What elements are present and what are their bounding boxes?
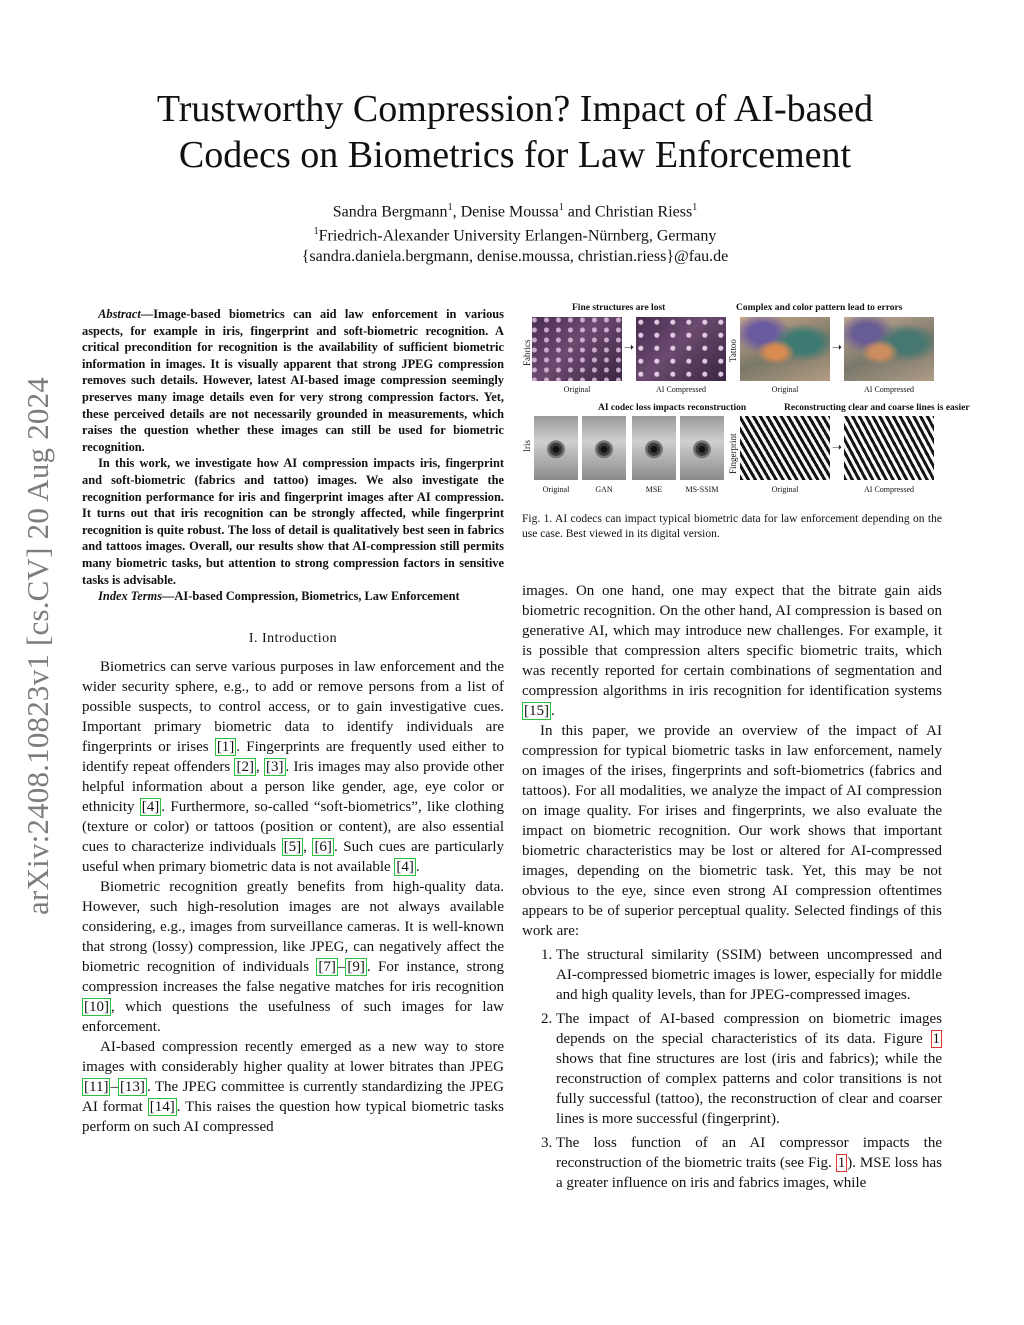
citation-link[interactable]: [15] [524,703,549,719]
t: . [551,703,555,719]
t: The impact of AI-based compression on biometric images depends on the special characteristics of its data. Figure [556,1011,942,1047]
index-terms-label: Index Terms [98,589,163,604]
fabrics-compressed-image [636,317,726,381]
abstract-text-1: —Image-based biometrics can aid law enforcement in various aspects, for example in iris, fingerprint and soft-biometric recognition. A critical precondition for recognition is the availability of sufficient biometric information in images. It is visually apparent that strong JPEG compression removes such details. However, latest AI-based image compression seemingly preserves many image details even for very strong compression factors. Yet, these perceived details are not necessarily grounded in measurements, which raises the question whether these images can still be used for biometric recognition. [82,307,504,454]
author-1: Sandra Bergmann [332,203,448,221]
email-line: {sandra.daniela.bergmann, denise.moussa, christian.riess}@fau.de [301,248,729,265]
figure-label: GAN [595,485,613,494]
citation-link[interactable]: [1] [216,738,235,755]
t: , [255,758,265,775]
citation-link[interactable]: [4] [396,858,414,875]
right-paragraph-2: In this paper, we provide an overview of the impact of AI compression for typical biometric tasks in law enforcement, namely on images of the irises, fingerprints and soft-biometrics (fabrics and tattoos). For all modalities, we analyze the impact of AI compression on image quality. For irises and fingerprints, we also evaluate the impact on biometric recognition. Our work shows that important biometric characteristics may be lost or altered for AI-compressed images, depending on the biometric task. Yet, this may be not obvious to the eye, since even strong AI compression oftentimes appears to be of superior perceptual quality. Selected findings of this work are: [522,723,942,939]
t: . For instance, strong compression increases the false negative matches for iris recognition [82,958,504,995]
figure-label: MSE [645,485,663,494]
t: shows that fine structures are lost (iris and fabrics); while the reconstruction of complex patterns and color transitions is not fully successful (tattoo), the reconstruction of clear and coarser lines is more successful (fingerprint). [556,1051,942,1127]
citation-link[interactable]: [2] [236,758,254,775]
finding-item [556,1133,942,1193]
t: . Fingerprints are frequently used either to identify repeat offenders [82,738,504,775]
affiliation-text: Friedrich-Alexander University Erlangen-Nürnberg, Germany [318,227,717,245]
figure-label: Original [771,385,799,394]
figure-row-label-iris: Iris [522,440,532,452]
affil-sup: 1 [313,226,319,237]
t: Biometric recognition greatly benefits from high-quality data. However, such high-resolution images are not always available considering, e.g., images from surveillance cameras. It is well-known that strong (lossy) compression, like JPEG, can negatively affect the biometric recognition of individuals [82,878,504,975]
figure-label: MS-SSIM [685,485,719,494]
citation-link[interactable]: [7] [318,958,336,975]
t: – [337,958,346,975]
sep: and [563,203,595,221]
citation-link[interactable]: [11] [84,1078,109,1095]
figure-panel-title: Fine structures are lost [572,303,666,313]
t: . Such cues are particularly useful when primary biometric data is not available [82,838,504,875]
arrow-icon: ➝ [832,340,843,354]
t: , [303,838,313,855]
abstract [82,306,504,455]
fingerprint-original-image [740,416,830,480]
author-3: Christian Riess [594,203,693,221]
t: . Iris images may also provide other helpful information about a person like gender, age, eye color or ethnicity [82,758,504,815]
figure-1 [518,300,970,500]
figure-row-label-tattoo: Tattoo [728,339,738,362]
figure-label: Original [542,485,570,494]
t: . This raises the question how typical biometric tasks perform on such AI compressed [82,1098,504,1135]
affiliation [90,226,940,245]
figure-link[interactable]: 1 [932,1031,940,1047]
iris-msssim-image [680,416,724,480]
title-line-2: Codecs on Biometrics for Law Enforcement [178,134,852,176]
t: . The JPEG committee is currently standardizing the JPEG AI format [82,1078,504,1115]
t: , which questions the usefulness of such images for law enforcement. [82,998,504,1035]
t: The structural similarity (SSIM) between uncompressed and AI-compressed biometric images is lower, especially for middle and high quality levels, than for JPEG-compressed images. [556,947,942,1003]
figure-label: Original [563,385,591,394]
abstract-p2 [82,455,504,588]
citation-link[interactable]: [13] [119,1078,145,1095]
author-1-sup: 1 [447,202,453,213]
intro-paragraph-2 [82,877,504,1037]
finding-item [556,1009,942,1129]
t: Biometrics can serve various purposes in law enforcement and the wider security sphere, e.g., to add or remove persons from a list of possible suspects, to control access, or to gain investigative cues. Important primary biometric data to identify individuals are fingerprints or irises [82,658,504,755]
figure-row-label-fingerprint: Fingerprint [728,433,738,474]
iris-mse-image [632,416,676,480]
arxiv-side-stamp [8,346,68,946]
figure-caption: Fig. 1. AI codecs can impact typical biometric data for law enforcement depending on the use case. Best viewed in its digital version. [522,513,942,540]
citation-link[interactable]: [6] [314,838,332,855]
intro-paragraph-3 [82,1037,504,1137]
left-column [82,306,504,1137]
findings-list [522,945,942,1193]
citation-link[interactable]: [9] [347,958,365,975]
citation-link[interactable]: [14] [149,1098,175,1115]
sep: , [452,203,461,221]
citation-link[interactable]: [5] [283,838,302,855]
fabrics-original-image [532,317,622,381]
t: AI-based compression recently emerged as a new way to store images with considerably higher quality at lower bitrates than JPEG [82,1038,504,1075]
fingerprint-compressed-image [844,416,934,480]
tattoo-compressed-image [844,317,934,381]
abstract-label: Abstract [98,307,141,321]
t: images. On one hand, one may expect that the bitrate gain aids biometric recognition. On the other hand, AI compression is based on generative AI, which may introduce new challenges. For example, it is possible that compression alters specific biometric traits, which was recently reported for certain combinations of segmentation and compression algorithms in iris recognition for identification systems [522,583,942,699]
t: ). MSE loss has a greater influence on iris and fabrics images, while [556,1155,942,1191]
figure-row-label-fabrics: Fabrics [522,339,532,366]
tattoo-original-image [740,317,830,381]
author-list [90,202,940,221]
index-terms [82,588,504,605]
citation-link[interactable]: [3] [266,758,284,775]
index-terms-text: —AI-based Compression, Biometrics, Law Enforcement [162,589,460,604]
figure-label: AI Compressed [864,385,914,394]
figure-link[interactable]: 1 [837,1155,846,1171]
finding-item [556,945,942,1005]
right-paragraph-1 [522,581,942,721]
figure-label: AI Compressed [864,485,914,494]
figure-label: AI Compressed [656,385,706,394]
arrow-icon: ➝ [624,340,635,354]
arrow-icon: ➝ [832,440,843,454]
figure-panel-title: Complex and color pattern lead to errors [736,303,903,313]
citation-link[interactable]: [4] [141,798,160,815]
t: . [415,858,420,875]
figure-panel-title: Reconstructing clear and coarse lines is easier [784,403,970,413]
intro-paragraph-1 [82,657,504,877]
iris-gan-image [582,416,626,480]
abstract-text-2: In this work, we investigate how AI compression impacts iris, fingerprint and soft-biometric (fabrics and tattoo) images. We also investigate the recognition performance for iris and fingerprint images after AI compression. It turns out that iris recognition can be strongly affected, while fingerprint recognition is quite robust. The loss of detail is qualitatively best seen in fabrics and tattoos images. Overall, our results show that AI-compression still permits many biometric tasks, but attention to strong compression factors in sensitive tasks is advisable. [82,456,504,587]
right-column [522,581,942,1197]
author-2-sup: 1 [558,202,564,213]
citation-link[interactable]: [10] [84,998,109,1015]
title-line-1: Trustworthy Compression? Impact of AI-based [156,88,874,130]
iris-original-image [534,416,578,480]
t: – [110,1078,118,1095]
t: The loss function of an AI compressor impacts the reconstruction of the biometric traits (see Fig. [556,1135,942,1171]
paper-title [90,86,940,178]
figure-label: Original [771,485,799,494]
author-2: Denise Moussa [460,203,559,221]
author-3-sup: 1 [692,202,698,213]
t: . Furthermore, so-called “soft-biometrics”, like clothing (texture or color) or tattoos (position or content), are also essential cues to characterize individuals [82,798,504,855]
figure-panel-title: AI codec loss impacts reconstruction [598,403,747,413]
section-heading-introduction: I. Introduction [248,630,338,646]
arxiv-id: arXiv:2408.10823v1 [cs.CV] 20 Aug 2024 [20,376,56,916]
